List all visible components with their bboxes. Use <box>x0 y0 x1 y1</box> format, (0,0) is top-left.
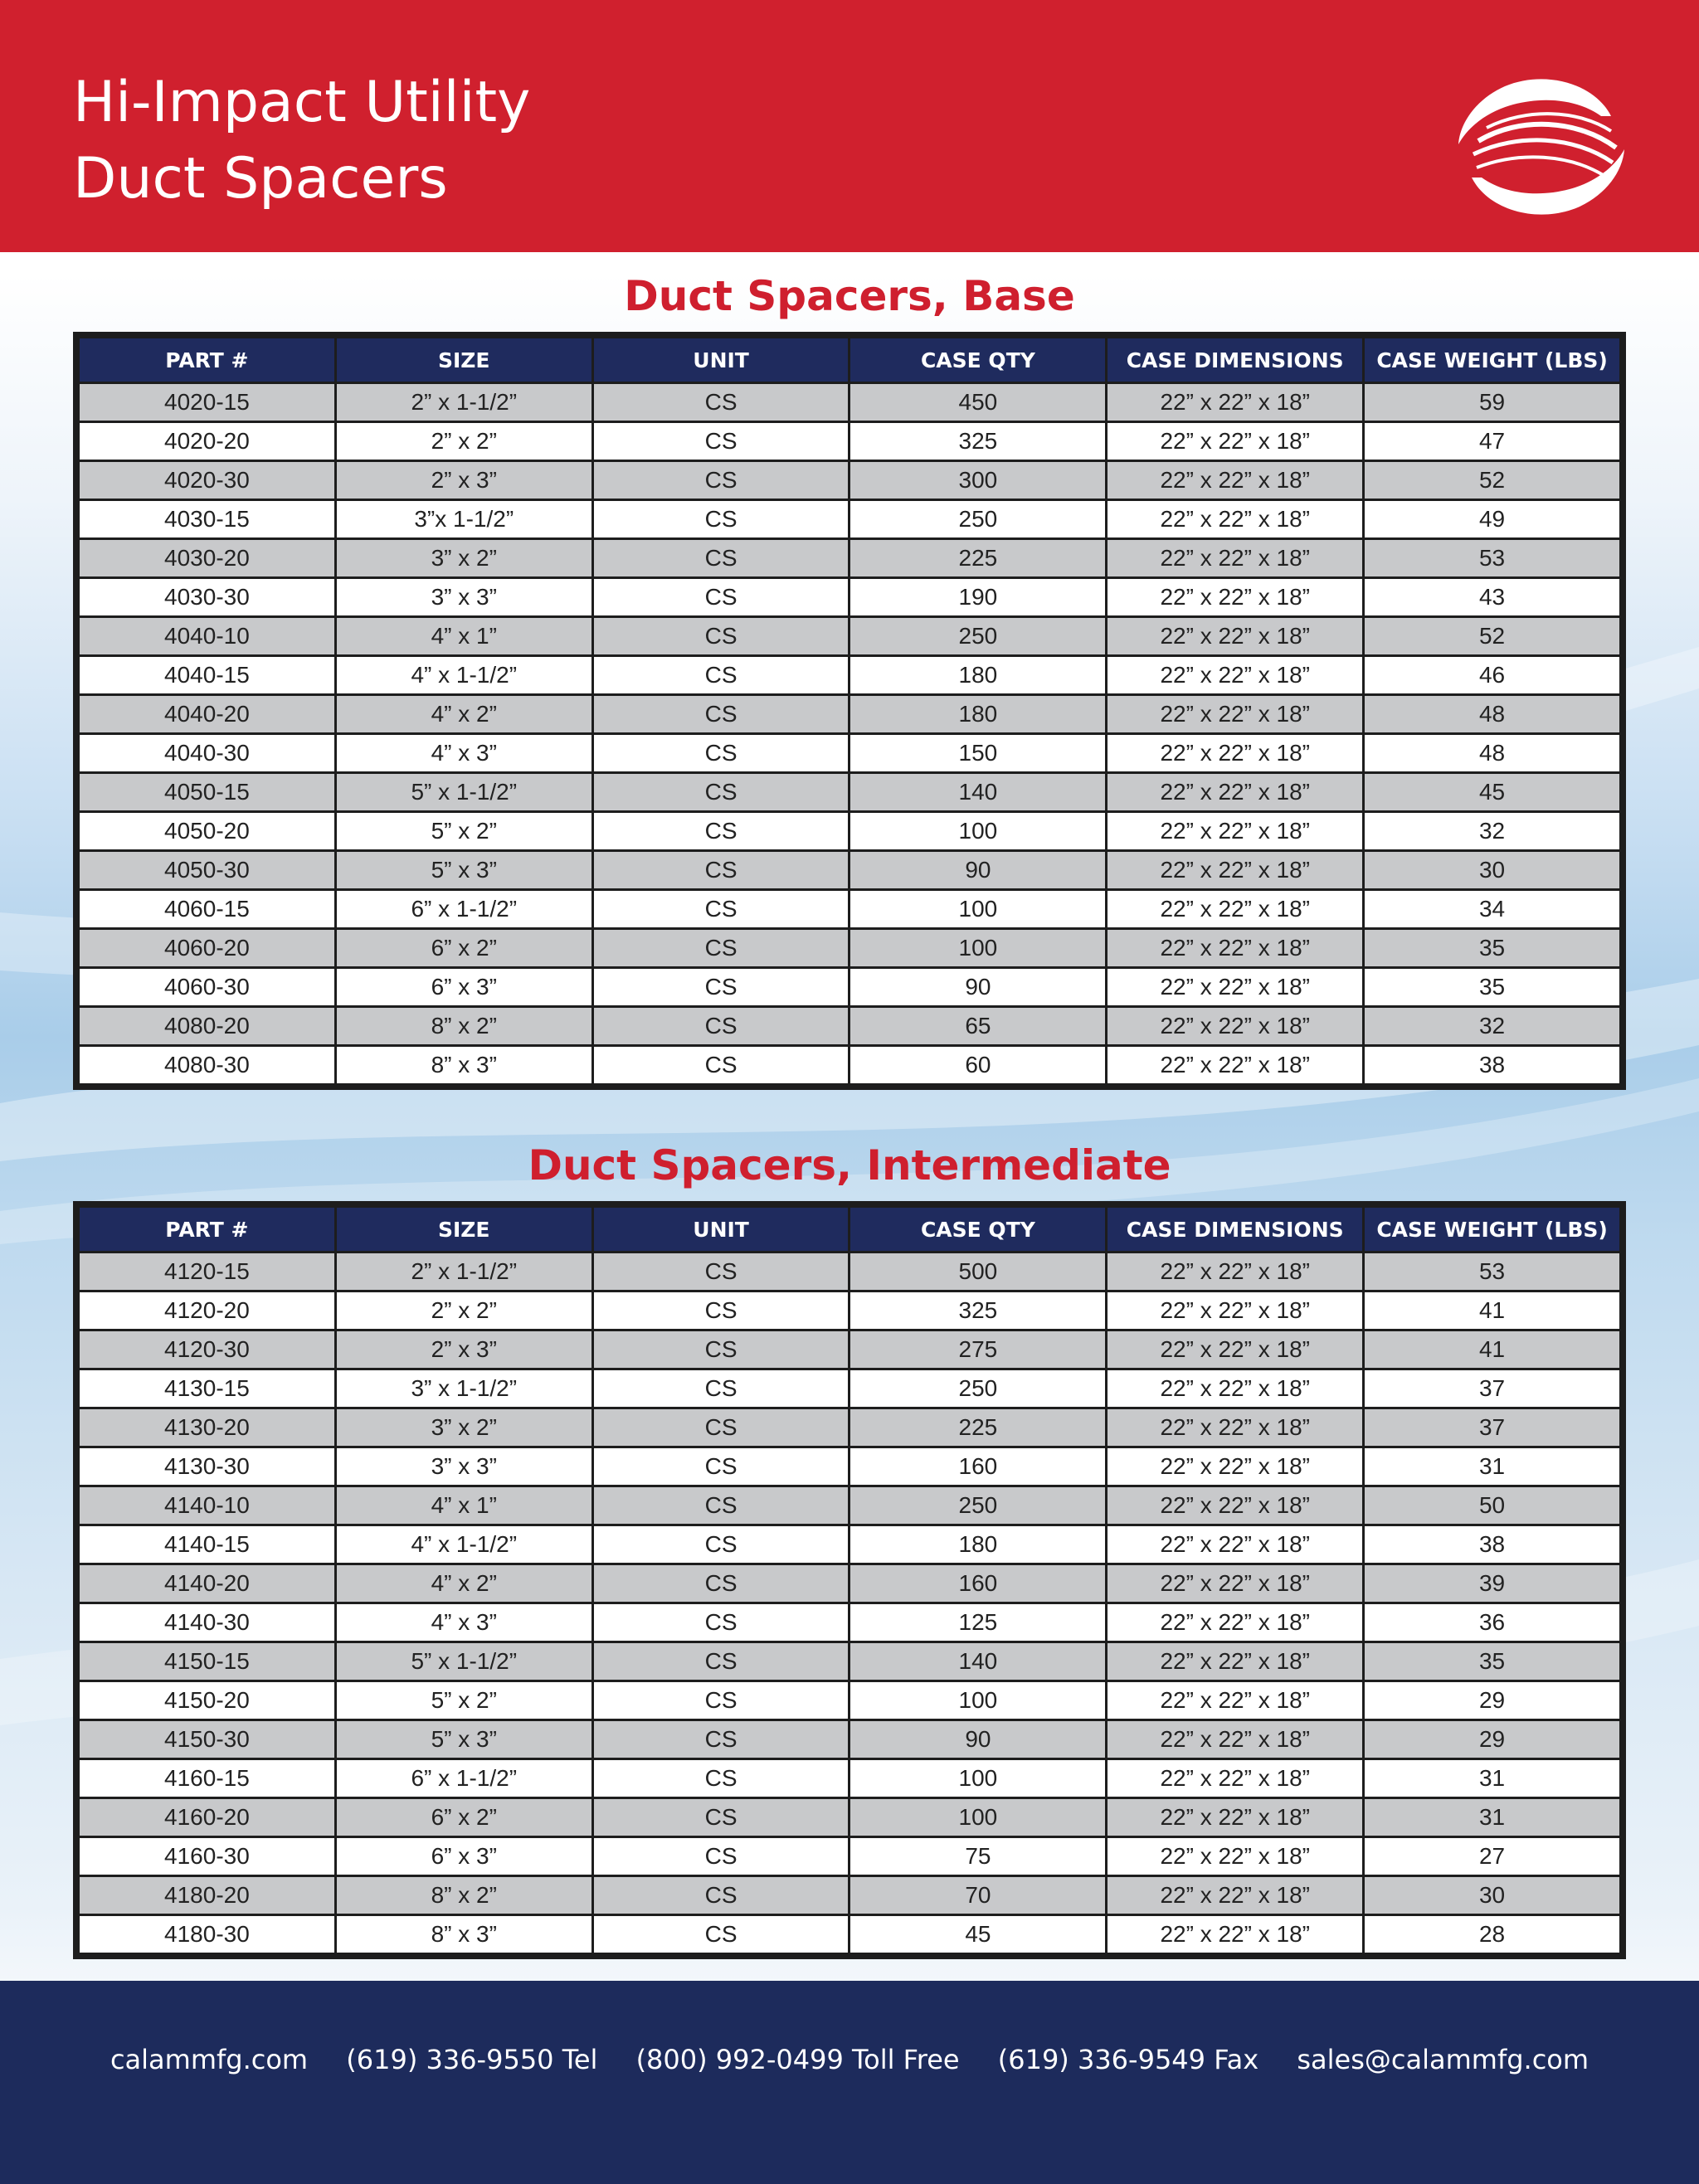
cell-part-number: 4130-20 <box>79 1408 336 1447</box>
cell-case-qty: 180 <box>850 1525 1107 1564</box>
cell-size: 2” x 1-1/2” <box>335 1253 592 1291</box>
cell-case-weight: 41 <box>1364 1291 1621 1330</box>
cell-unit: CS <box>592 539 850 578</box>
cell-unit: CS <box>592 1253 850 1291</box>
cell-case-qty: 140 <box>850 773 1107 812</box>
table-row <box>79 1291 1621 1330</box>
table-row <box>79 383 1621 422</box>
table-row <box>79 968 1621 1007</box>
cell-size: 4” x 1-1/2” <box>335 1525 592 1564</box>
cell-case-dimensions: 22” x 22” x 18” <box>1107 812 1364 851</box>
cell-case-weight: 47 <box>1364 422 1621 461</box>
cell-part-number: 4180-20 <box>79 1876 336 1915</box>
cell-case-weight: 37 <box>1364 1369 1621 1408</box>
cell-unit: CS <box>592 890 850 929</box>
cell-size: 3” x 1-1/2” <box>335 1369 592 1408</box>
cell-size: 4” x 1” <box>335 1486 592 1525</box>
cell-case-weight: 53 <box>1364 1253 1621 1291</box>
cell-size: 4” x 2” <box>335 1564 592 1603</box>
cell-case-dimensions: 22” x 22” x 18” <box>1107 890 1364 929</box>
cell-unit: CS <box>592 461 850 500</box>
cell-case-dimensions: 22” x 22” x 18” <box>1107 656 1364 695</box>
cell-part-number: 4160-20 <box>79 1798 336 1837</box>
cell-unit: CS <box>592 1525 850 1564</box>
cell-case-dimensions: 22” x 22” x 18” <box>1107 1046 1364 1085</box>
cell-case-dimensions: 22” x 22” x 18” <box>1107 773 1364 812</box>
cell-case-qty: 90 <box>850 968 1107 1007</box>
header-banner <box>0 0 1699 252</box>
cell-case-dimensions: 22” x 22” x 18” <box>1107 695 1364 734</box>
column-header-case-weight: CASE WEIGHT (LBS) <box>1364 1207 1621 1253</box>
table-row <box>79 1046 1621 1085</box>
cell-size: 6” x 3” <box>335 968 592 1007</box>
cell-part-number: 4080-20 <box>79 1007 336 1046</box>
website-link[interactable]: calammfg.com <box>110 2044 309 2075</box>
cell-part-number: 4150-15 <box>79 1642 336 1681</box>
cell-case-qty: 100 <box>850 1759 1107 1798</box>
cell-size: 6” x 1-1/2” <box>335 890 592 929</box>
cell-unit: CS <box>592 656 850 695</box>
cell-case-qty: 225 <box>850 539 1107 578</box>
cell-unit: CS <box>592 929 850 968</box>
table-row <box>79 1007 1621 1046</box>
cell-case-dimensions: 22” x 22” x 18” <box>1107 1759 1364 1798</box>
column-header-case-qty: CASE QTY <box>850 1207 1107 1253</box>
cell-case-weight: 31 <box>1364 1447 1621 1486</box>
cell-case-weight: 38 <box>1364 1525 1621 1564</box>
cell-unit: CS <box>592 812 850 851</box>
cell-unit: CS <box>592 773 850 812</box>
cell-part-number: 4160-15 <box>79 1759 336 1798</box>
cell-size: 4” x 1” <box>335 617 592 656</box>
cell-part-number: 4030-30 <box>79 578 336 617</box>
cell-part-number: 4030-15 <box>79 500 336 539</box>
cell-case-dimensions: 22” x 22” x 18” <box>1107 1408 1364 1447</box>
cell-case-qty: 250 <box>850 617 1107 656</box>
cell-part-number: 4150-30 <box>79 1720 336 1759</box>
cell-part-number: 4140-10 <box>79 1486 336 1525</box>
cell-unit: CS <box>592 695 850 734</box>
table-row <box>79 539 1621 578</box>
cell-case-qty: 100 <box>850 1681 1107 1720</box>
cell-unit: CS <box>592 1681 850 1720</box>
column-header-size: SIZE <box>335 1207 592 1253</box>
cell-part-number: 4120-15 <box>79 1253 336 1291</box>
cell-part-number: 4140-15 <box>79 1525 336 1564</box>
cell-part-number: 4040-20 <box>79 695 336 734</box>
cell-case-weight: 35 <box>1364 968 1621 1007</box>
cell-part-number: 4030-20 <box>79 539 336 578</box>
cell-case-weight: 38 <box>1364 1046 1621 1085</box>
cell-case-weight: 52 <box>1364 617 1621 656</box>
cell-case-qty: 250 <box>850 1486 1107 1525</box>
cell-unit: CS <box>592 383 850 422</box>
cell-case-weight: 32 <box>1364 812 1621 851</box>
table-row <box>79 578 1621 617</box>
contact-info <box>0 2044 1699 2075</box>
cell-part-number: 4040-10 <box>79 617 336 656</box>
cell-part-number: 4140-20 <box>79 1564 336 1603</box>
cell-part-number: 4050-20 <box>79 812 336 851</box>
cell-unit: CS <box>592 578 850 617</box>
cell-unit: CS <box>592 617 850 656</box>
cell-unit: CS <box>592 422 850 461</box>
table-row <box>79 617 1621 656</box>
cell-unit: CS <box>592 500 850 539</box>
cell-part-number: 4130-15 <box>79 1369 336 1408</box>
cell-case-weight: 36 <box>1364 1603 1621 1642</box>
cell-case-dimensions: 22” x 22” x 18” <box>1107 500 1364 539</box>
cell-unit: CS <box>592 1007 850 1046</box>
cell-part-number: 4120-20 <box>79 1291 336 1330</box>
table-row <box>79 1369 1621 1408</box>
table-row <box>79 461 1621 500</box>
cell-case-dimensions: 22” x 22” x 18” <box>1107 1291 1364 1330</box>
cell-part-number: 4180-30 <box>79 1915 336 1954</box>
cell-size: 5” x 1-1/2” <box>335 1642 592 1681</box>
cell-case-dimensions: 22” x 22” x 18” <box>1107 968 1364 1007</box>
cell-case-weight: 37 <box>1364 1408 1621 1447</box>
cell-size: 5” x 2” <box>335 1681 592 1720</box>
cell-case-qty: 500 <box>850 1253 1107 1291</box>
base-table <box>77 336 1622 1086</box>
base-table-frame <box>73 332 1626 1090</box>
cell-case-weight: 32 <box>1364 1007 1621 1046</box>
table-row <box>79 1798 1621 1837</box>
title-line-2: Duct Spacers <box>73 146 448 212</box>
cell-unit: CS <box>592 1046 850 1085</box>
table-row <box>79 929 1621 968</box>
table-row <box>79 1876 1621 1915</box>
cell-case-weight: 31 <box>1364 1798 1621 1837</box>
cell-case-qty: 300 <box>850 461 1107 500</box>
column-header-case-qty: CASE QTY <box>850 338 1107 383</box>
calamm-logo-icon <box>1453 68 1629 226</box>
cell-size: 8” x 3” <box>335 1915 592 1954</box>
cell-case-qty: 45 <box>850 1915 1107 1954</box>
intermediate-table-body <box>79 1253 1621 1954</box>
cell-case-dimensions: 22” x 22” x 18” <box>1107 539 1364 578</box>
cell-unit: CS <box>592 1759 850 1798</box>
cell-case-dimensions: 22” x 22” x 18” <box>1107 1564 1364 1603</box>
table-row <box>79 1525 1621 1564</box>
cell-case-weight: 27 <box>1364 1837 1621 1876</box>
cell-size: 2” x 3” <box>335 461 592 500</box>
table-row <box>79 851 1621 890</box>
cell-size: 4” x 2” <box>335 695 592 734</box>
cell-case-qty: 250 <box>850 500 1107 539</box>
cell-case-qty: 90 <box>850 851 1107 890</box>
cell-case-weight: 48 <box>1364 734 1621 773</box>
cell-size: 2” x 1-1/2” <box>335 383 592 422</box>
cell-case-qty: 100 <box>850 1798 1107 1837</box>
cell-size: 3” x 2” <box>335 539 592 578</box>
footer-bar <box>0 1981 1699 2184</box>
cell-case-weight: 28 <box>1364 1915 1621 1954</box>
cell-part-number: 4060-30 <box>79 968 336 1007</box>
column-header-size: SIZE <box>335 338 592 383</box>
cell-case-dimensions: 22” x 22” x 18” <box>1107 1837 1364 1876</box>
cell-size: 2” x 3” <box>335 1330 592 1369</box>
cell-unit: CS <box>592 1447 850 1486</box>
cell-case-qty: 125 <box>850 1603 1107 1642</box>
cell-unit: CS <box>592 851 850 890</box>
cell-case-qty: 160 <box>850 1447 1107 1486</box>
column-header-case-weight: CASE WEIGHT (LBS) <box>1364 338 1621 383</box>
cell-case-weight: 49 <box>1364 500 1621 539</box>
cell-case-qty: 100 <box>850 812 1107 851</box>
cell-case-weight: 30 <box>1364 851 1621 890</box>
cell-case-weight: 30 <box>1364 1876 1621 1915</box>
cell-size: 6” x 2” <box>335 929 592 968</box>
cell-case-weight: 45 <box>1364 773 1621 812</box>
base-section-title: Duct Spacers, Base <box>624 272 1075 320</box>
cell-unit: CS <box>592 1720 850 1759</box>
cell-case-qty: 75 <box>850 1837 1107 1876</box>
cell-part-number: 4120-30 <box>79 1330 336 1369</box>
column-header-unit: UNIT <box>592 1207 850 1253</box>
cell-case-dimensions: 22” x 22” x 18” <box>1107 1330 1364 1369</box>
cell-case-qty: 325 <box>850 1291 1107 1330</box>
table-row <box>79 1253 1621 1291</box>
cell-size: 5” x 3” <box>335 851 592 890</box>
cell-part-number: 4060-20 <box>79 929 336 968</box>
cell-size: 2” x 2” <box>335 422 592 461</box>
table-header-row <box>79 338 1621 383</box>
cell-case-dimensions: 22” x 22” x 18” <box>1107 851 1364 890</box>
table-row <box>79 812 1621 851</box>
cell-size: 3” x 3” <box>335 1447 592 1486</box>
cell-case-weight: 59 <box>1364 383 1621 422</box>
cell-case-weight: 29 <box>1364 1681 1621 1720</box>
cell-case-weight: 34 <box>1364 890 1621 929</box>
cell-unit: CS <box>592 1915 850 1954</box>
cell-part-number: 4020-15 <box>79 383 336 422</box>
cell-unit: CS <box>592 1876 850 1915</box>
cell-case-dimensions: 22” x 22” x 18” <box>1107 1720 1364 1759</box>
cell-size: 4” x 3” <box>335 734 592 773</box>
cell-part-number: 4050-15 <box>79 773 336 812</box>
cell-part-number: 4130-30 <box>79 1447 336 1486</box>
table-row <box>79 656 1621 695</box>
column-header-part-number: PART # <box>79 338 336 383</box>
cell-size: 8” x 2” <box>335 1876 592 1915</box>
column-header-unit: UNIT <box>592 338 850 383</box>
cell-case-qty: 450 <box>850 383 1107 422</box>
phone-toll-free: (800) 992-0499 Toll Free <box>635 2044 960 2075</box>
table-row <box>79 1837 1621 1876</box>
cell-case-weight: 52 <box>1364 461 1621 500</box>
cell-case-dimensions: 22” x 22” x 18” <box>1107 422 1364 461</box>
cell-size: 8” x 3” <box>335 1046 592 1085</box>
table-row <box>79 1720 1621 1759</box>
cell-unit: CS <box>592 1486 850 1525</box>
cell-case-dimensions: 22” x 22” x 18” <box>1107 617 1364 656</box>
cell-unit: CS <box>592 1369 850 1408</box>
cell-case-qty: 100 <box>850 890 1107 929</box>
cell-case-dimensions: 22” x 22” x 18” <box>1107 1486 1364 1525</box>
cell-case-weight: 46 <box>1364 656 1621 695</box>
cell-case-qty: 150 <box>850 734 1107 773</box>
cell-case-dimensions: 22” x 22” x 18” <box>1107 1253 1364 1291</box>
cell-case-dimensions: 22” x 22” x 18” <box>1107 1681 1364 1720</box>
cell-case-dimensions: 22” x 22” x 18” <box>1107 1642 1364 1681</box>
cell-size: 3” x 3” <box>335 578 592 617</box>
cell-size: 6” x 1-1/2” <box>335 1759 592 1798</box>
table-row <box>79 1486 1621 1525</box>
cell-part-number: 4080-30 <box>79 1046 336 1085</box>
cell-part-number: 4150-20 <box>79 1681 336 1720</box>
cell-part-number: 4060-15 <box>79 890 336 929</box>
cell-case-dimensions: 22” x 22” x 18” <box>1107 578 1364 617</box>
cell-case-weight: 39 <box>1364 1564 1621 1603</box>
cell-case-dimensions: 22” x 22” x 18” <box>1107 1798 1364 1837</box>
cell-case-qty: 90 <box>850 1720 1107 1759</box>
table-row <box>79 695 1621 734</box>
cell-case-qty: 275 <box>850 1330 1107 1369</box>
cell-size: 8” x 2” <box>335 1007 592 1046</box>
table-row <box>79 773 1621 812</box>
cell-case-dimensions: 22” x 22” x 18” <box>1107 383 1364 422</box>
cell-case-dimensions: 22” x 22” x 18” <box>1107 461 1364 500</box>
cell-part-number: 4020-20 <box>79 422 336 461</box>
cell-size: 6” x 2” <box>335 1798 592 1837</box>
cell-size: 6” x 3” <box>335 1837 592 1876</box>
column-header-case-dimensions: CASE DIMENSIONS <box>1107 1207 1364 1253</box>
table-row <box>79 422 1621 461</box>
cell-case-qty: 250 <box>850 1369 1107 1408</box>
cell-case-qty: 60 <box>850 1046 1107 1085</box>
cell-unit: CS <box>592 734 850 773</box>
cell-part-number: 4040-30 <box>79 734 336 773</box>
title-line-1: Hi-Impact Utility <box>73 70 531 135</box>
cell-case-weight: 31 <box>1364 1759 1621 1798</box>
cell-part-number: 4140-30 <box>79 1603 336 1642</box>
column-header-part-number: PART # <box>79 1207 336 1253</box>
cell-size: 5” x 2” <box>335 812 592 851</box>
table-row <box>79 1681 1621 1720</box>
cell-part-number: 4020-30 <box>79 461 336 500</box>
email-link[interactable]: sales@calammfg.com <box>1297 2044 1589 2075</box>
cell-case-qty: 180 <box>850 656 1107 695</box>
phone-fax: (619) 336-9549 Fax <box>997 2044 1259 2075</box>
cell-case-dimensions: 22” x 22” x 18” <box>1107 1447 1364 1486</box>
cell-size: 3” x 2” <box>335 1408 592 1447</box>
cell-case-weight: 53 <box>1364 539 1621 578</box>
cell-size: 3”x 1-1/2” <box>335 500 592 539</box>
cell-case-weight: 43 <box>1364 578 1621 617</box>
cell-size: 4” x 3” <box>335 1603 592 1642</box>
table-row <box>79 734 1621 773</box>
cell-case-qty: 225 <box>850 1408 1107 1447</box>
cell-unit: CS <box>592 1291 850 1330</box>
cell-unit: CS <box>592 1408 850 1447</box>
cell-case-dimensions: 22” x 22” x 18” <box>1107 1603 1364 1642</box>
cell-case-qty: 70 <box>850 1876 1107 1915</box>
table-row <box>79 890 1621 929</box>
cell-case-weight: 35 <box>1364 1642 1621 1681</box>
cell-part-number: 4040-15 <box>79 656 336 695</box>
cell-size: 4” x 1-1/2” <box>335 656 592 695</box>
table-row <box>79 500 1621 539</box>
table-row <box>79 1408 1621 1447</box>
cell-case-dimensions: 22” x 22” x 18” <box>1107 1007 1364 1046</box>
cell-case-qty: 325 <box>850 422 1107 461</box>
cell-case-weight: 35 <box>1364 929 1621 968</box>
cell-unit: CS <box>592 1798 850 1837</box>
cell-case-weight: 29 <box>1364 1720 1621 1759</box>
cell-case-qty: 160 <box>850 1564 1107 1603</box>
table-row <box>79 1642 1621 1681</box>
cell-size: 5” x 1-1/2” <box>335 773 592 812</box>
table-row <box>79 1915 1621 1954</box>
table-row <box>79 1759 1621 1798</box>
cell-size: 2” x 2” <box>335 1291 592 1330</box>
cell-case-weight: 48 <box>1364 695 1621 734</box>
cell-case-qty: 65 <box>850 1007 1107 1046</box>
column-header-case-dimensions: CASE DIMENSIONS <box>1107 338 1364 383</box>
cell-case-qty: 100 <box>850 929 1107 968</box>
cell-size: 5” x 3” <box>335 1720 592 1759</box>
table-header-row <box>79 1207 1621 1253</box>
cell-case-dimensions: 22” x 22” x 18” <box>1107 1876 1364 1915</box>
cell-case-weight: 50 <box>1364 1486 1621 1525</box>
intermediate-table-frame <box>73 1201 1626 1959</box>
intermediate-table <box>77 1205 1622 1955</box>
cell-case-dimensions: 22” x 22” x 18” <box>1107 929 1364 968</box>
cell-case-qty: 180 <box>850 695 1107 734</box>
cell-unit: CS <box>592 1330 850 1369</box>
cell-case-dimensions: 22” x 22” x 18” <box>1107 1525 1364 1564</box>
table-row <box>79 1564 1621 1603</box>
table-row <box>79 1603 1621 1642</box>
cell-unit: CS <box>592 1564 850 1603</box>
cell-case-dimensions: 22” x 22” x 18” <box>1107 1915 1364 1954</box>
cell-unit: CS <box>592 1642 850 1681</box>
cell-unit: CS <box>592 1603 850 1642</box>
cell-unit: CS <box>592 968 850 1007</box>
phone-tel: (619) 336-9550 Tel <box>346 2044 598 2075</box>
cell-part-number: 4050-30 <box>79 851 336 890</box>
cell-case-dimensions: 22” x 22” x 18” <box>1107 1369 1364 1408</box>
page-title <box>73 65 530 217</box>
cell-case-weight: 41 <box>1364 1330 1621 1369</box>
cell-case-qty: 190 <box>850 578 1107 617</box>
table-row <box>79 1330 1621 1369</box>
cell-case-dimensions: 22” x 22” x 18” <box>1107 734 1364 773</box>
table-row <box>79 1447 1621 1486</box>
base-table-body <box>79 383 1621 1085</box>
cell-case-qty: 140 <box>850 1642 1107 1681</box>
cell-unit: CS <box>592 1837 850 1876</box>
cell-part-number: 4160-30 <box>79 1837 336 1876</box>
intermediate-section-title: Duct Spacers, Intermediate <box>528 1141 1171 1189</box>
